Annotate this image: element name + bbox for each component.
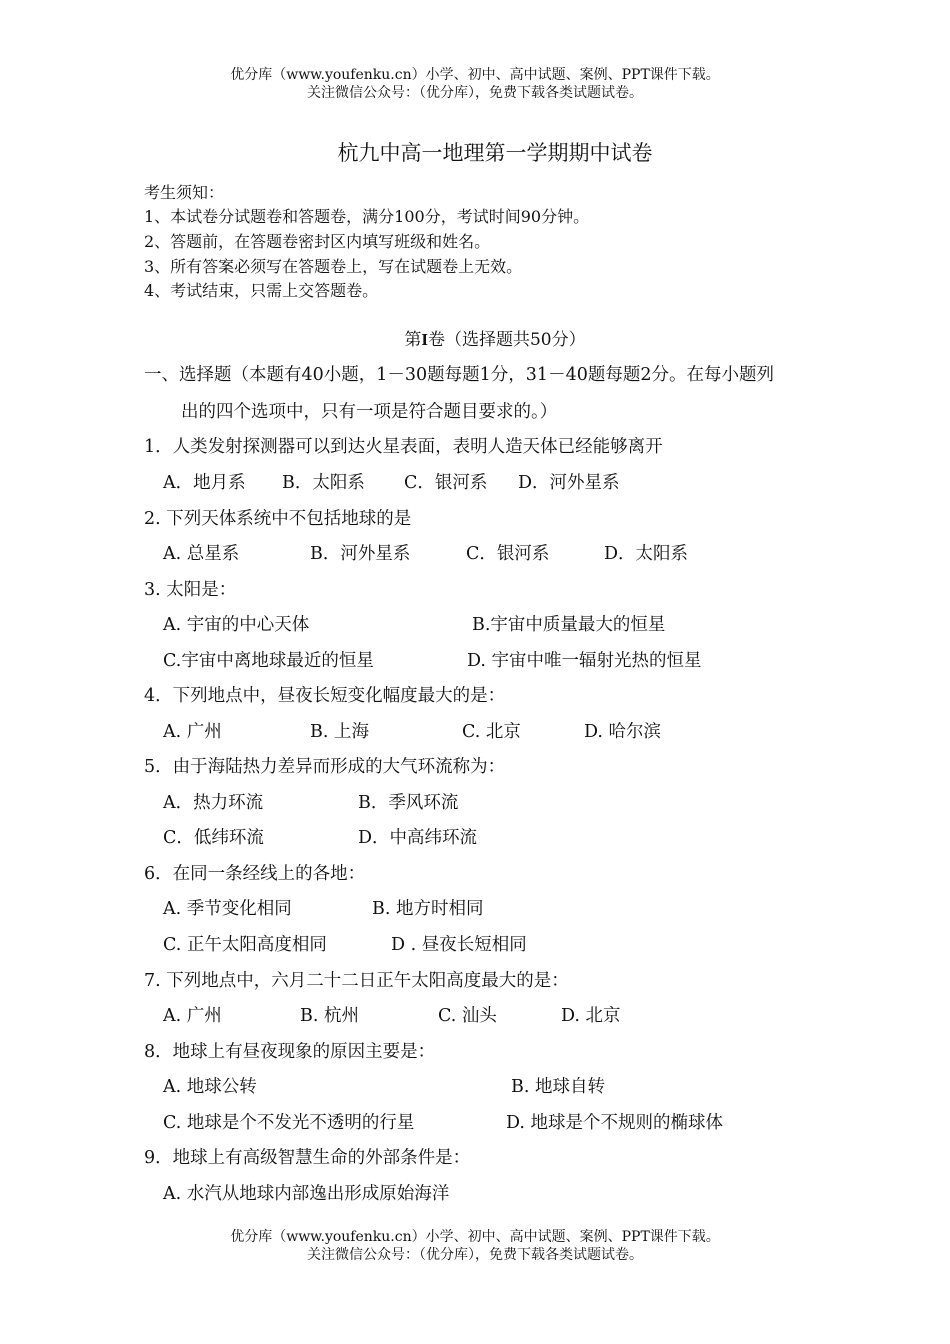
question-2-option-a: A. 总星系	[163, 544, 240, 564]
question-4-option-c: C. 北京	[462, 722, 521, 742]
question-1-option-a: A．地月系	[163, 473, 246, 493]
question-7-option-a: A. 广州	[163, 1006, 222, 1026]
page-footer-line-2: 关注微信公众号：（优分库），免费下载各类试题试卷。	[307, 1247, 643, 1263]
question-8-option-c: C. 地球是个不发光不透明的行星	[163, 1113, 415, 1133]
question-8-option-b: B. 地球自转	[511, 1077, 605, 1097]
question-8-option-d: D. 地球是个不规则的椭球体	[506, 1113, 724, 1133]
section-heading-post: 卷（选择题共50分）	[427, 330, 586, 350]
part-instructions-line-1: 一、选择题（本题有40小题，1－30题每题1分，31－40题每题2分。在每小题列	[144, 365, 774, 385]
question-5-option-c: C．低纬环流	[163, 828, 264, 848]
page-header-line-1: 优分库（www.youfenku.cn）小学、初中、高中试题、案例、PPT课件下载。	[230, 67, 720, 83]
question-3-option-a: A. 宇宙的中心天体	[163, 615, 310, 635]
section-heading-roman: I	[421, 330, 428, 349]
question-4-stem: 4．下列地点中，昼夜长短变化幅度最大的是：	[144, 686, 506, 706]
notice-item: 1、本试卷分试题卷和答题卷，满分100分，考试时间90分钟。	[144, 207, 590, 226]
notice-heading: 考生须知：	[144, 183, 225, 202]
question-2-option-d: D．太阳系	[604, 544, 689, 564]
question-4-option-b: B. 上海	[310, 722, 369, 742]
question-5-stem: 5．由于海陆热力差异而形成的大气环流称为：	[144, 757, 506, 777]
question-5-option-d: D．中高纬环流	[358, 828, 478, 848]
question-2-option-b: B．河外星系	[310, 544, 411, 564]
part-instructions-line-2: 出的四个选项中，只有一项是符合题目要求的。）	[181, 402, 558, 422]
question-7-option-b: B. 杭州	[300, 1006, 359, 1026]
question-3-option-b: B.宇宙中质量最大的恒星	[472, 615, 666, 635]
question-9-stem: 9．地球上有高级智慧生命的外部条件是：	[144, 1148, 471, 1168]
question-6-stem: 6．在同一条经线上的各地：	[144, 864, 366, 884]
question-8-option-a: A. 地球公转	[163, 1077, 257, 1097]
question-6-option-d: D . 昼夜长短相同	[391, 935, 527, 955]
question-7-stem: 7. 下列地点中，六月二十二日正午太阳高度最大的是：	[144, 971, 569, 991]
question-6-option-b: B. 地方时相同	[372, 899, 484, 919]
question-1-option-c: C．银河系	[404, 473, 488, 493]
question-6-option-c: C. 正午太阳高度相同	[163, 935, 327, 955]
notice-item: 2、答题前，在答题卷密封区内填写班级和姓名。	[144, 232, 491, 251]
question-8-stem: 8．地球上有昼夜现象的原因主要是：	[144, 1042, 436, 1062]
question-5-option-a: A．热力环流	[163, 793, 264, 813]
question-1-option-d: D．河外星系	[518, 473, 620, 493]
question-7-option-d: D. 北京	[561, 1006, 621, 1026]
question-1-option-b: B．太阳系	[282, 473, 365, 493]
section-heading	[0, 325, 950, 350]
question-3-option-d: D. 宇宙中唯一辐射光热的恒星	[467, 651, 702, 671]
exam-title: 杭九中高一地理第一学期期中试卷	[337, 141, 653, 165]
question-2-option-c: C．银河系	[466, 544, 550, 564]
notice-item: 4、考试结束，只需上交答题卷。	[144, 281, 379, 300]
question-7-option-c: C. 汕头	[438, 1006, 497, 1026]
question-3-stem: 3. 太阳是：	[144, 580, 237, 600]
question-5-option-b: B．季风环流	[358, 793, 459, 813]
question-3-option-c: C.宇宙中离地球最近的恒星	[163, 651, 374, 671]
question-2-stem: 2. 下列天体系统中不包括地球的是	[144, 509, 412, 529]
page-header-line-2: 关注微信公众号：（优分库），免费下载各类试题试卷。	[307, 85, 643, 101]
question-6-option-a: A. 季节变化相同	[163, 899, 292, 919]
question-4-option-d: D. 哈尔滨	[584, 722, 662, 742]
notice-item: 3、所有答案必须写在答题卷上，写在试题卷上无效。	[144, 257, 523, 276]
section-heading-pre: 第	[404, 330, 422, 350]
page-footer-line-1: 优分库（www.youfenku.cn）小学、初中、高中试题、案例、PPT课件下载。	[230, 1229, 720, 1245]
question-1-stem: 1．人类发射探测器可以到达火星表面，表明人造天体已经能够离开	[144, 437, 663, 457]
question-9-option-a: A. 水汽从地球内部逸出形成原始海洋	[163, 1184, 450, 1204]
question-4-option-a: A. 广州	[163, 722, 222, 742]
